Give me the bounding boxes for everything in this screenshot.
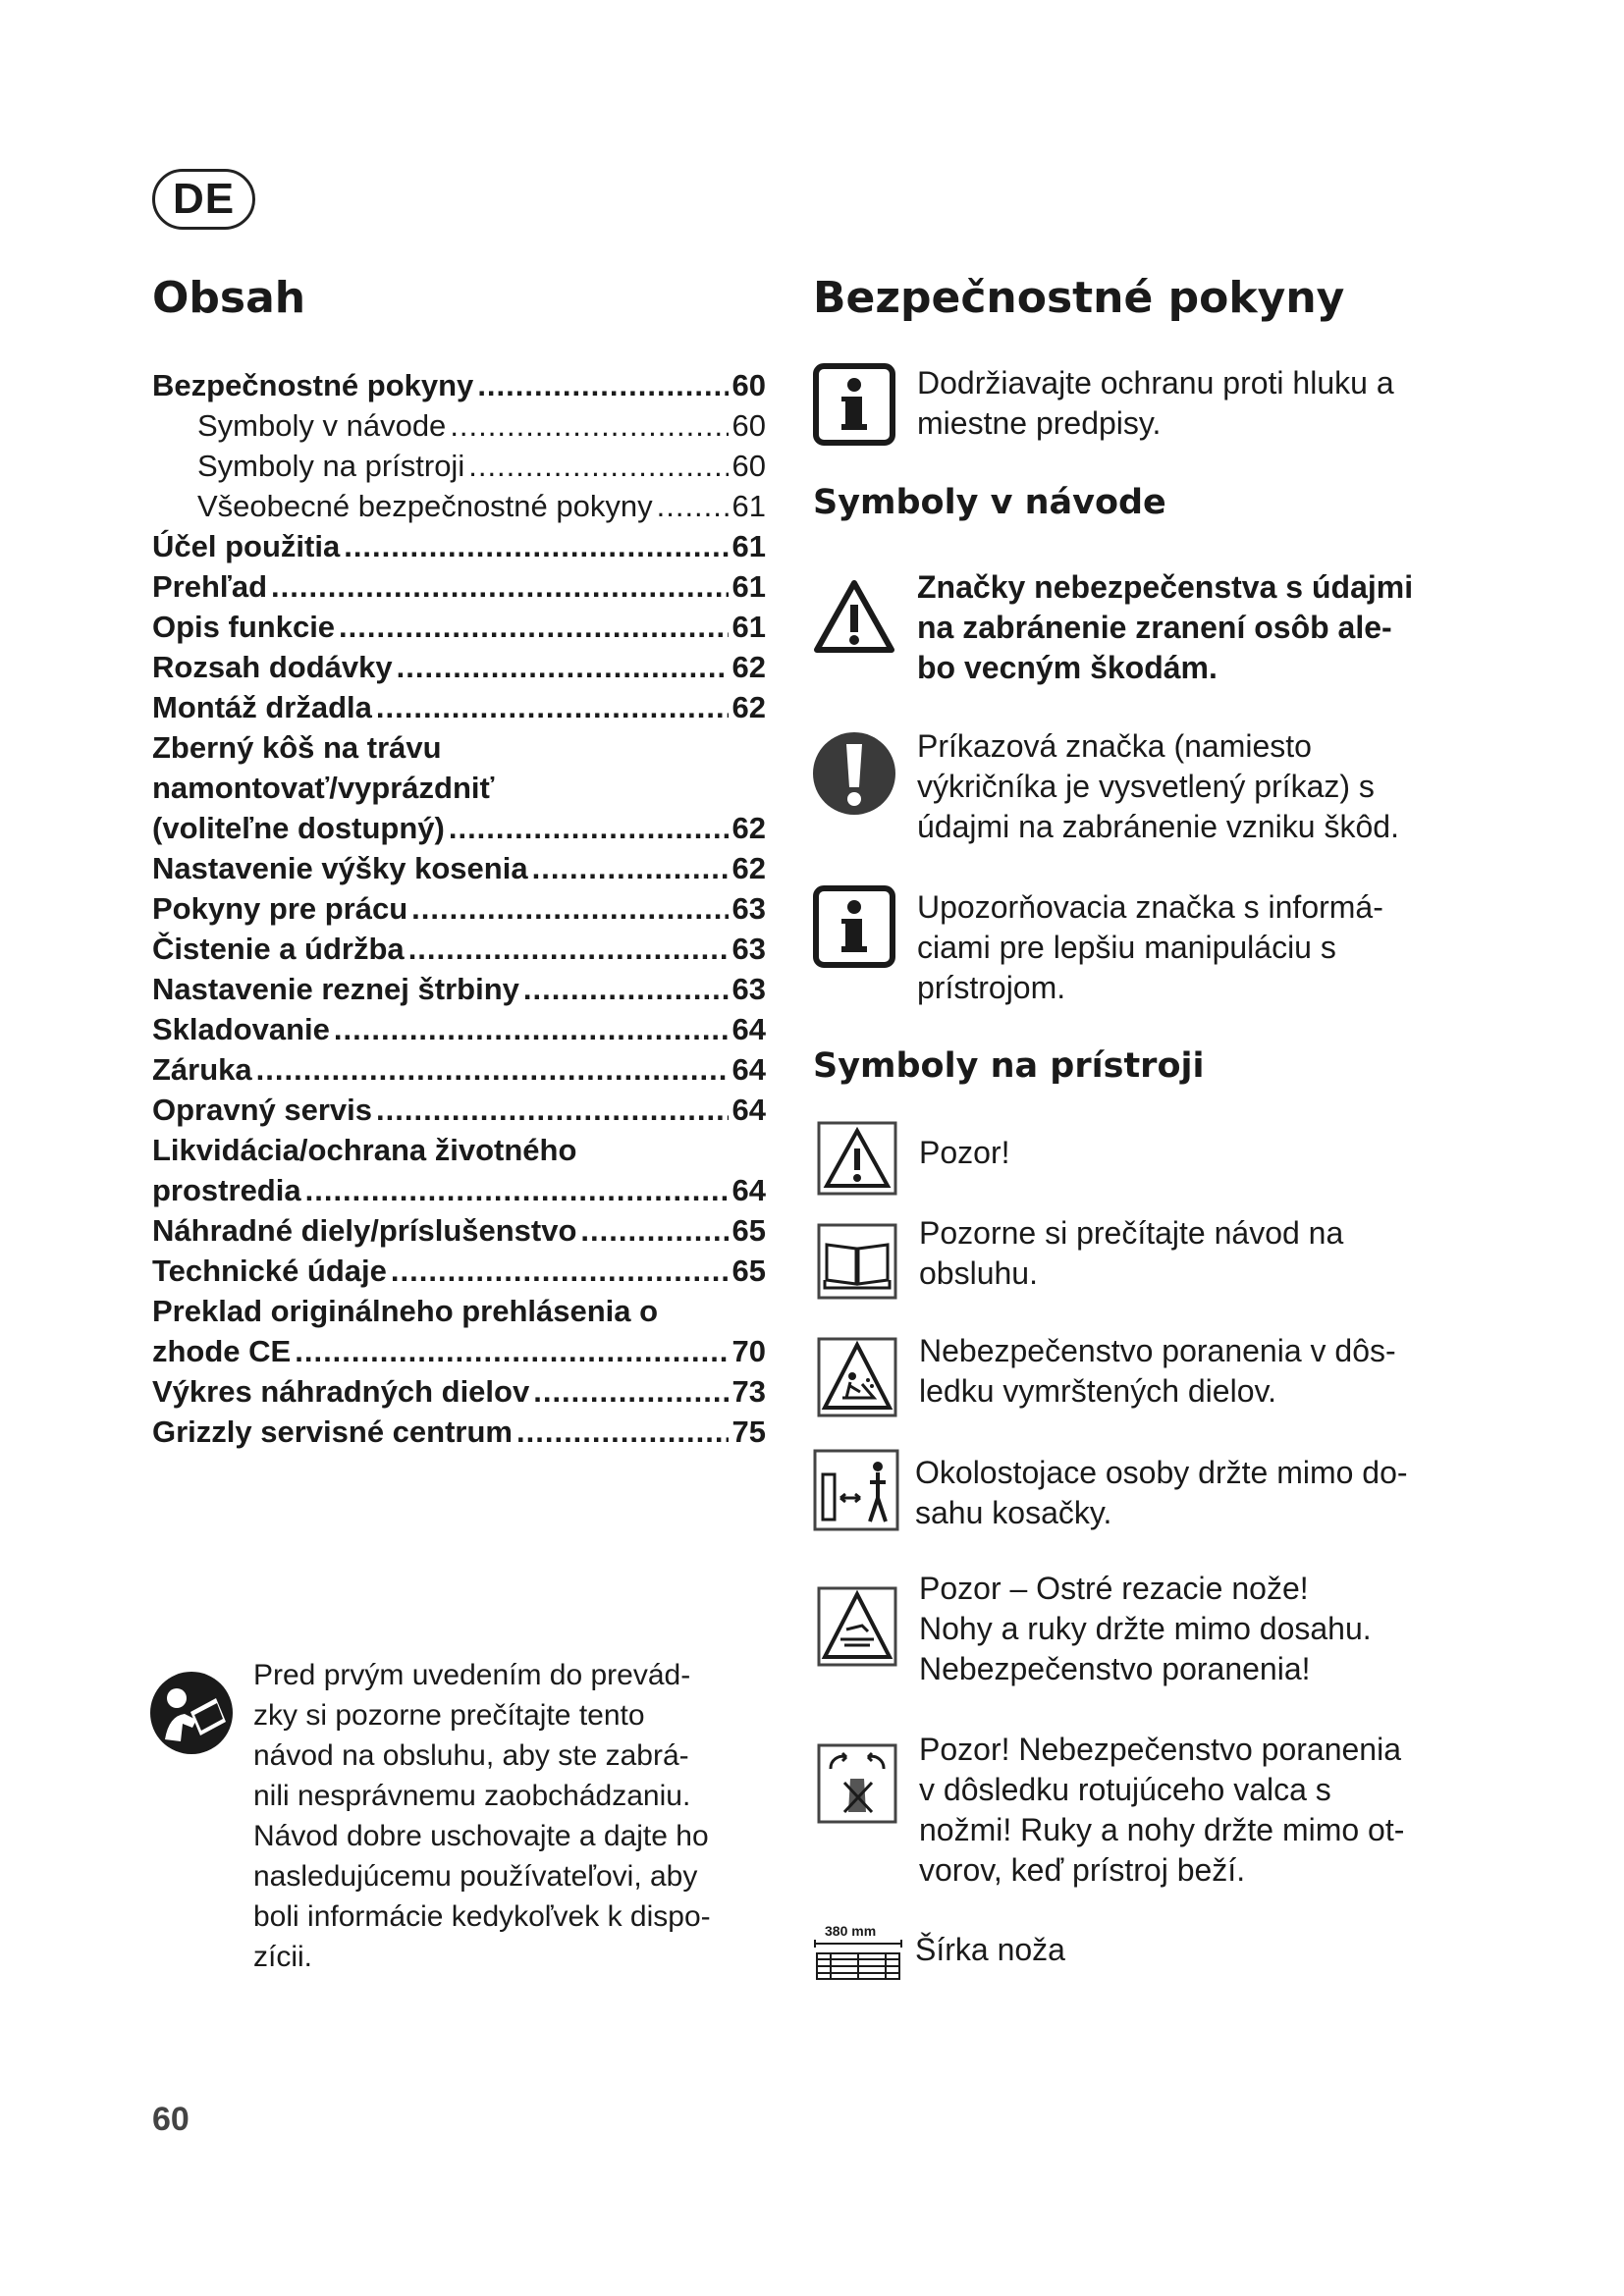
flying-debris-icon <box>817 1337 897 1417</box>
section-title-device-symbols: Symboly na prístroji <box>813 1046 1205 1086</box>
text-line: nožmi! Ruky a nohy držte mimo ot- <box>919 1812 1405 1847</box>
toc-entry[interactable] <box>152 725 766 766</box>
toc-entry[interactable] <box>152 1088 766 1128</box>
text-line: Pozorne si prečítajte návod na <box>919 1215 1344 1251</box>
toc-leader-dots <box>533 1374 728 1410</box>
toc-entry-page: 75 <box>731 1415 766 1449</box>
toc-leader-dots <box>376 1093 728 1128</box>
toc-entry[interactable] <box>152 1369 766 1410</box>
toc-entry[interactable] <box>152 846 766 886</box>
device-symbol-caution <box>919 1133 1508 1173</box>
toc-entry-title: namontovať/vyprázdniť <box>152 771 495 805</box>
toc-entry-title: Účel použitia <box>152 529 341 563</box>
text-line: Nebezpečenstvo poranenia v dôs- <box>919 1333 1396 1368</box>
text-line: návod na obsluhu, aby ste zabrá- <box>253 1739 689 1772</box>
toc-entry-title: zhode CE <box>152 1334 292 1368</box>
device-symbol-flying-debris <box>919 1331 1508 1412</box>
toc-entry-title: Čistenie a údržba <box>152 932 405 966</box>
toc-leader-dots <box>532 851 729 886</box>
toc-entry-page: 63 <box>731 972 766 1006</box>
toc-entry-title: Montáž držadla <box>152 690 372 724</box>
device-symbol-cutting-width <box>915 1930 1504 1970</box>
text-line: boli informácie kedykoľvek k dispo- <box>253 1900 711 1933</box>
toc-entry[interactable] <box>152 1329 766 1369</box>
toc-entry-title: Záruka <box>152 1052 252 1087</box>
text-line: Okolostojace osoby držte mimo do- <box>915 1455 1408 1490</box>
safety-title: Bezpečnostné pokyny <box>813 273 1345 323</box>
exclamation-circle-icon <box>811 730 897 817</box>
device-symbol-bystanders <box>915 1453 1514 1533</box>
toc-entry-page: 62 <box>731 690 766 724</box>
toc-entry-page: 62 <box>731 851 766 885</box>
toc-leader-dots <box>408 932 729 967</box>
toc-entry-page: 64 <box>731 1173 766 1207</box>
toc-entry-page: 64 <box>731 1012 766 1046</box>
toc-entry[interactable] <box>152 1007 766 1047</box>
toc-entry-page: 65 <box>731 1213 766 1248</box>
toc-entry[interactable] <box>152 1168 766 1208</box>
text-line: Pozor! Nebezpečenstvo poranenia <box>919 1732 1401 1767</box>
text-line: nasledujúcemu používateľovi, aby <box>253 1860 698 1893</box>
warning-triangle-icon <box>813 579 895 654</box>
toc-entry-title: Preklad originálneho prehlásenia o <box>152 1294 659 1328</box>
toc-entry[interactable] <box>152 484 766 524</box>
text-line: v dôsledku rotujúceho valca s <box>919 1772 1331 1807</box>
manual-note <box>253 1655 784 1977</box>
rotating-roller-icon <box>817 1743 897 1824</box>
toc-leader-dots <box>305 1173 729 1208</box>
section-title-manual-symbols: Symboly v návode <box>813 483 1166 522</box>
toc-leader-dots <box>334 1012 729 1047</box>
toc-leader-dots <box>411 891 728 927</box>
toc-entry-page: 60 <box>731 368 766 402</box>
toc-entry-title: Opis funkcie <box>152 610 336 644</box>
toc-entry-page: 64 <box>731 1093 766 1127</box>
toc-entry[interactable] <box>152 886 766 927</box>
toc-entry[interactable] <box>152 806 766 846</box>
text-line: miestne predpisy. <box>917 405 1162 441</box>
toc-entry-page: 62 <box>731 650 766 684</box>
toc-entry-title: Opravný servis <box>152 1093 373 1127</box>
toc-entry-page: 63 <box>731 891 766 926</box>
text-line: Nohy a ruky držte mimo dosahu. <box>919 1611 1372 1646</box>
toc-entry-title: prostredia <box>152 1173 301 1207</box>
toc-entry-title: Skladovanie <box>152 1012 330 1046</box>
toc-entry[interactable] <box>152 444 766 484</box>
toc-entry-title: Všeobecné bezpečnostné pokyny <box>197 489 653 523</box>
toc-entry-page: 60 <box>731 408 766 443</box>
toc-entry-title: Zberný kôš na trávu <box>152 730 442 765</box>
toc-entry[interactable] <box>152 1047 766 1088</box>
toc-entry[interactable] <box>152 967 766 1007</box>
toc-entry-page: 60 <box>731 449 766 483</box>
toc-entry[interactable] <box>152 1410 766 1450</box>
toc-entry[interactable] <box>152 766 766 806</box>
toc-entry[interactable] <box>152 1208 766 1249</box>
info-icon <box>813 363 895 446</box>
text-line: obsluhu. <box>919 1255 1038 1291</box>
text-line: bo vecným škodám. <box>917 650 1218 685</box>
toc-title: Obsah <box>152 273 306 323</box>
toc-entry-title: Symboly v návode <box>197 408 447 443</box>
toc-entry[interactable] <box>152 605 766 645</box>
toc-leader-dots <box>339 610 728 645</box>
text-line: Nebezpečenstvo poranenia! <box>919 1651 1311 1686</box>
toc-entry-title: Rozsah dodávky <box>152 650 393 684</box>
toc-entry[interactable] <box>152 524 766 564</box>
toc-entry-title: Náhradné diely/príslušenstvo <box>152 1213 577 1248</box>
toc-entry-page: 61 <box>731 569 766 604</box>
text-line: nili nesprávnemu zaobchádzaniu. <box>253 1780 691 1812</box>
toc-leader-dots <box>477 368 728 403</box>
toc-entry-page: 63 <box>731 932 766 966</box>
text-line: na zabránenie zranení osôb ale- <box>917 610 1392 645</box>
text-line: ciami pre lepšiu manipuláciu s <box>917 930 1336 965</box>
text-line: Dodržiavajte ochranu proti hluku a <box>917 365 1394 400</box>
toc-entry-page: 65 <box>731 1254 766 1288</box>
intro-text <box>917 363 1506 444</box>
text-line: Značky nebezpečenstva s údajmi <box>917 569 1414 605</box>
cutting-width-icon <box>811 1920 905 1989</box>
device-symbol-sharp-blades <box>919 1569 1508 1689</box>
text-line: ledku vymrštených dielov. <box>919 1373 1276 1409</box>
toc-entry[interactable] <box>152 1289 766 1329</box>
sharp-blades-icon <box>817 1586 897 1667</box>
toc-entry[interactable] <box>152 403 766 444</box>
toc-entry-page: 70 <box>731 1334 766 1368</box>
toc-entry[interactable] <box>152 927 766 967</box>
symbol-desc-danger <box>917 567 1506 688</box>
toc-leader-dots <box>523 972 729 1007</box>
toc-leader-dots <box>450 408 728 444</box>
toc-entry-title: Bezpečnostné pokyny <box>152 368 474 402</box>
text-line: Pozor! <box>919 1135 1010 1170</box>
table-of-contents <box>152 363 766 1450</box>
symbol-desc-command <box>917 726 1506 847</box>
toc-leader-dots <box>580 1213 728 1249</box>
toc-entry-page: 64 <box>731 1052 766 1087</box>
text-line: sahu kosačky. <box>915 1495 1112 1530</box>
read-manual-icon <box>147 1669 236 1757</box>
toc-entry-title: Pokyny pre prácu <box>152 891 408 926</box>
toc-entry[interactable] <box>152 564 766 605</box>
manual-book-icon <box>817 1223 897 1300</box>
text-line: vorov, keď prístroj beží. <box>919 1852 1246 1888</box>
device-symbol-read-manual <box>919 1213 1508 1294</box>
toc-entry[interactable] <box>152 363 766 403</box>
toc-entry-page: 73 <box>731 1374 766 1409</box>
text-line: Pozor – Ostré rezacie nože! <box>919 1571 1309 1606</box>
toc-leader-dots <box>376 690 729 725</box>
text-line: Šírka noža <box>915 1932 1065 1967</box>
text-line: prístrojom. <box>917 970 1066 1005</box>
toc-leader-dots <box>256 1052 729 1088</box>
toc-entry-title: Prehľad <box>152 569 268 604</box>
toc-leader-dots <box>295 1334 728 1369</box>
toc-entry-title: (voliteľne dostupný) <box>152 811 445 845</box>
toc-leader-dots <box>657 489 729 524</box>
toc-entry-title: Nastavenie výšky kosenia <box>152 851 528 885</box>
device-symbol-rotating-roller <box>919 1730 1518 1891</box>
toc-entry-title: Likvidácia/ochrana životného <box>152 1133 577 1167</box>
caution-sign-icon <box>817 1121 897 1196</box>
toc-leader-dots <box>516 1415 729 1450</box>
toc-entry[interactable] <box>152 645 766 685</box>
toc-leader-dots <box>468 449 728 484</box>
text-line: Pred prvým uvedením do prevád- <box>253 1659 691 1691</box>
toc-entry-page: 61 <box>731 529 766 563</box>
toc-entry-title: Symboly na prístroji <box>197 449 465 483</box>
toc-leader-dots <box>271 569 728 605</box>
toc-entry[interactable] <box>152 1249 766 1289</box>
toc-entry-title: Technické údaje <box>152 1254 387 1288</box>
toc-leader-dots <box>449 811 729 846</box>
page-number: 60 <box>152 2101 189 2138</box>
text-line: zícii. <box>253 1941 312 1973</box>
keep-distance-icon <box>813 1449 899 1531</box>
text-line: Návod dobre uschovajte a dajte ho <box>253 1820 709 1852</box>
toc-entry[interactable] <box>152 1128 766 1168</box>
toc-entry-page: 62 <box>731 811 766 845</box>
text-line: údajmi na zabránenie vzniku škôd. <box>917 809 1399 844</box>
language-code: DE <box>172 175 236 223</box>
toc-entry-page: 61 <box>731 610 766 644</box>
cutting-width-label: 380 mm <box>825 1923 877 1939</box>
text-line: Príkazová značka (namiesto <box>917 728 1312 764</box>
toc-entry-title: Výkres náhradných dielov <box>152 1374 530 1409</box>
toc-entry[interactable] <box>152 685 766 725</box>
toc-leader-dots <box>344 529 728 564</box>
toc-leader-dots <box>391 1254 729 1289</box>
toc-leader-dots <box>397 650 729 685</box>
info-icon <box>813 885 895 968</box>
toc-entry-page: 61 <box>731 489 766 523</box>
text-line: výkričníka je vysvetlený príkaz) s <box>917 769 1375 804</box>
symbol-desc-info <box>917 887 1506 1008</box>
language-badge <box>152 169 255 230</box>
toc-entry-title: Grizzly servisné centrum <box>152 1415 513 1449</box>
text-line: zky si pozorne prečítajte tento <box>253 1699 645 1732</box>
text-line: Upozorňovacia značka s informá- <box>917 889 1383 925</box>
toc-entry-title: Nastavenie reznej štrbiny <box>152 972 519 1006</box>
